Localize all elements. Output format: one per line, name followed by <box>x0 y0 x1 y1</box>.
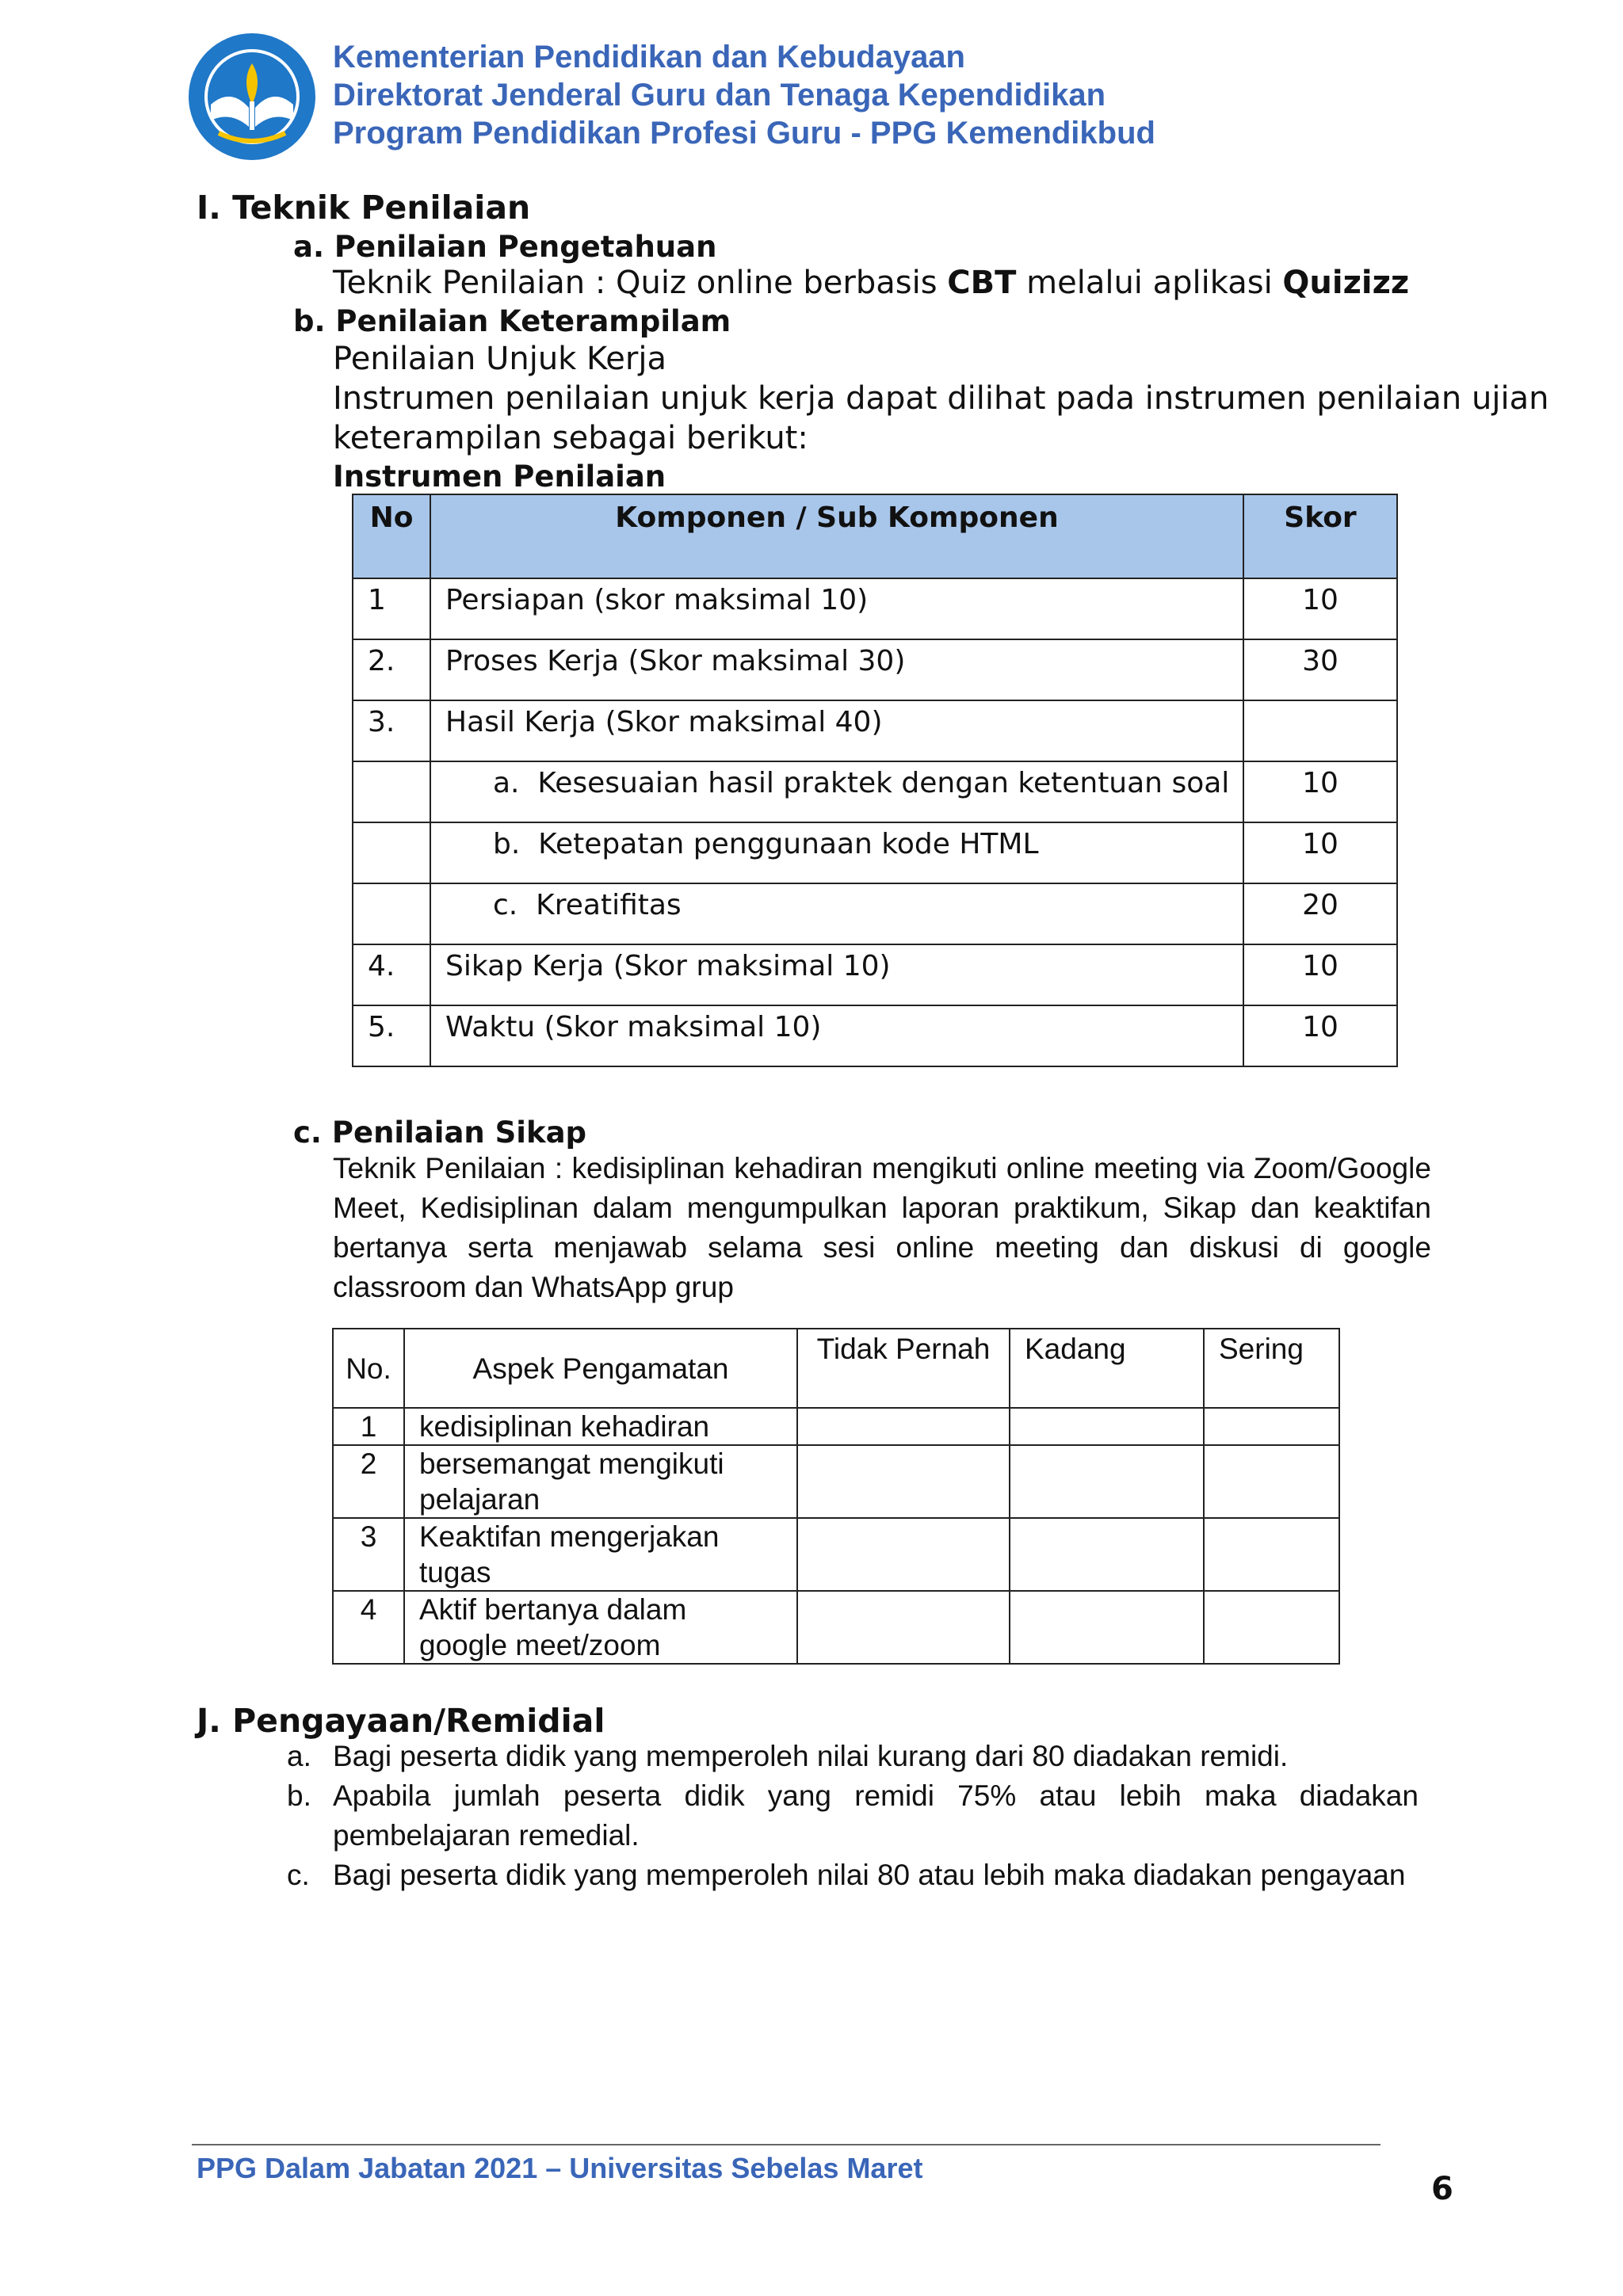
table-cell: Keaktifan mengerjakan tugas <box>404 1518 797 1591</box>
table-cell: 20 <box>1243 883 1397 944</box>
list-marker: a. <box>287 1740 311 1772</box>
table-cell: Aktif bertanya dalam google meet/zoom <box>404 1591 797 1664</box>
table-row <box>353 883 1397 944</box>
column-header: Tidak Pernah <box>797 1329 1010 1408</box>
table-cell: 3. <box>353 700 430 761</box>
list-marker: b. <box>287 1779 311 1812</box>
table-cell <box>1204 1445 1339 1518</box>
table-cell: 10 <box>1243 578 1397 639</box>
table-cell: 1 <box>333 1408 404 1445</box>
table-cell: 30 <box>1243 639 1397 700</box>
table-cell <box>1010 1408 1204 1445</box>
table-cell: 10 <box>1243 761 1397 822</box>
table-cell <box>353 883 430 944</box>
section-i-title: I. Teknik Penilaian <box>197 189 531 227</box>
table-cell <box>797 1408 1010 1445</box>
table-row <box>333 1591 1339 1664</box>
table-cell <box>1204 1518 1339 1591</box>
header-ministry: Kementerian Pendidikan dan Kebudayaan <box>333 40 965 74</box>
table-row <box>333 1518 1339 1591</box>
header-directorate: Direktorat Jenderal Guru dan Tenaga Kependidikan <box>333 78 1106 113</box>
table-cell: 2. <box>353 639 430 700</box>
table-cell: Hasil Kerja (Skor maksimal 40) <box>430 700 1243 761</box>
table-cell <box>353 761 430 822</box>
table-cell: Sikap Kerja (Skor maksimal 10) <box>430 944 1243 1005</box>
column-header: No <box>353 494 430 578</box>
table-cell <box>1010 1591 1204 1664</box>
table-cell: bersemangat mengikuti pelajaran <box>404 1445 797 1518</box>
table-cell <box>1010 1445 1204 1518</box>
table-cell: 10 <box>1243 822 1397 883</box>
page-number: 6 <box>1431 2171 1453 2207</box>
table-cell <box>1204 1408 1339 1445</box>
column-header: Komponen / Sub Komponen <box>430 494 1243 578</box>
subsection-a-text: Teknik Penilaian : Quiz online berbasis CBT melalui aplikasi Quizizz <box>333 265 1410 301</box>
table-cell: 4. <box>353 944 430 1005</box>
table-cell: 3 <box>333 1518 404 1591</box>
table-row <box>333 1408 1339 1445</box>
list-item-continuation: pembelajaran remedial. <box>333 1819 640 1852</box>
table-cell: a. Kesesuaian hasil praktek dengan ketentuan soal <box>430 761 1243 822</box>
table-header-row <box>353 494 1397 578</box>
table-cell: Waktu (Skor maksimal 10) <box>430 1005 1243 1066</box>
column-header: No. <box>333 1329 404 1408</box>
subsection-b-line2: Instrumen penilaian unjuk kerja dapat dilihat pada instrumen penilaian ujian <box>333 380 1549 417</box>
list-marker: c. <box>287 1859 310 1891</box>
subsection-a-title: a. Penilaian Pengetahuan <box>293 230 717 264</box>
paragraph-line: Teknik Penilaian : kedisiplinan kehadiran mengikuti online meeting via Zoom/Google <box>333 1152 1431 1184</box>
table-cell: c. Kreatifitas <box>430 883 1243 944</box>
table-cell <box>1010 1518 1204 1591</box>
table-cell: Persiapan (skor maksimal 10) <box>430 578 1243 639</box>
table-cell <box>1243 700 1397 761</box>
table-cell: 10 <box>1243 1005 1397 1066</box>
column-header: Kadang <box>1010 1329 1204 1408</box>
table-row <box>353 822 1397 883</box>
table-row <box>353 578 1397 639</box>
table-row <box>353 944 1397 1005</box>
table-cell: b. Ketepatan penggunaan kode HTML <box>430 822 1243 883</box>
table-row <box>333 1445 1339 1518</box>
table-row <box>353 1005 1397 1066</box>
subsection-c-title: c. Penilaian Sikap <box>293 1116 587 1150</box>
column-header: Aspek Pengamatan <box>404 1329 797 1408</box>
table-cell: 1 <box>353 578 430 639</box>
table-cell: Proses Kerja (Skor maksimal 30) <box>430 639 1243 700</box>
subsection-c-paragraph <box>333 1152 1431 1310</box>
column-header: Skor <box>1243 494 1397 578</box>
table-cell <box>797 1518 1010 1591</box>
table-cell: 10 <box>1243 944 1397 1005</box>
subsection-b-title: b. Penilaian Keterampilam <box>293 304 731 338</box>
list-item: Bagi peserta didik yang memperoleh nilai 80 atau lebih maka diadakan pengayaan <box>333 1859 1406 1891</box>
table-row <box>353 639 1397 700</box>
section-j-title: J. Pengayaan/Remidial <box>197 1702 605 1740</box>
list-item: Bagi peserta didik yang memperoleh nilai kurang dari 80 diadakan remidi. <box>333 1740 1289 1772</box>
header-program: Program Pendidikan Profesi Guru - PPG Kemendikbud <box>333 116 1155 151</box>
table-row <box>353 761 1397 822</box>
table-header-row <box>333 1329 1339 1408</box>
list-item: Apabila jumlah peserta didik yang remidi 75% atau lebih maka diadakan <box>333 1779 1419 1812</box>
paragraph-line: classroom dan WhatsApp grup <box>333 1271 734 1303</box>
sikap-table <box>332 1328 1340 1665</box>
table-row <box>353 700 1397 761</box>
column-header: Sering <box>1204 1329 1339 1408</box>
paragraph-line: bertanya serta menjawab selama sesi online meeting dan diskusi di google <box>333 1231 1431 1264</box>
table-cell: 5. <box>353 1005 430 1066</box>
table-cell: 4 <box>333 1591 404 1664</box>
subsection-b-line1: Penilaian Unjuk Kerja <box>333 341 666 377</box>
table-cell <box>797 1591 1010 1664</box>
table-cell <box>353 822 430 883</box>
table-cell <box>797 1445 1010 1518</box>
footer-divider <box>192 2144 1381 2145</box>
paragraph-line: Meet, Kedisiplinan dalam mengumpulkan laporan praktikum, Sikap dan keaktifan <box>333 1192 1431 1224</box>
table-cell <box>1204 1591 1339 1664</box>
instrumen-penilaian-table <box>352 494 1398 1067</box>
footer-text: PPG Dalam Jabatan 2021 – Universitas Sebelas Maret <box>197 2152 923 2184</box>
subsection-b-line3: keterampilan sebagai berikut: <box>333 420 808 456</box>
table-cell: kedisiplinan kehadiran <box>404 1408 797 1445</box>
table-cell: 2 <box>333 1445 404 1518</box>
instrumen-title: Instrumen Penilaian <box>333 460 666 494</box>
tut-wuri-handayani-logo <box>187 32 317 162</box>
